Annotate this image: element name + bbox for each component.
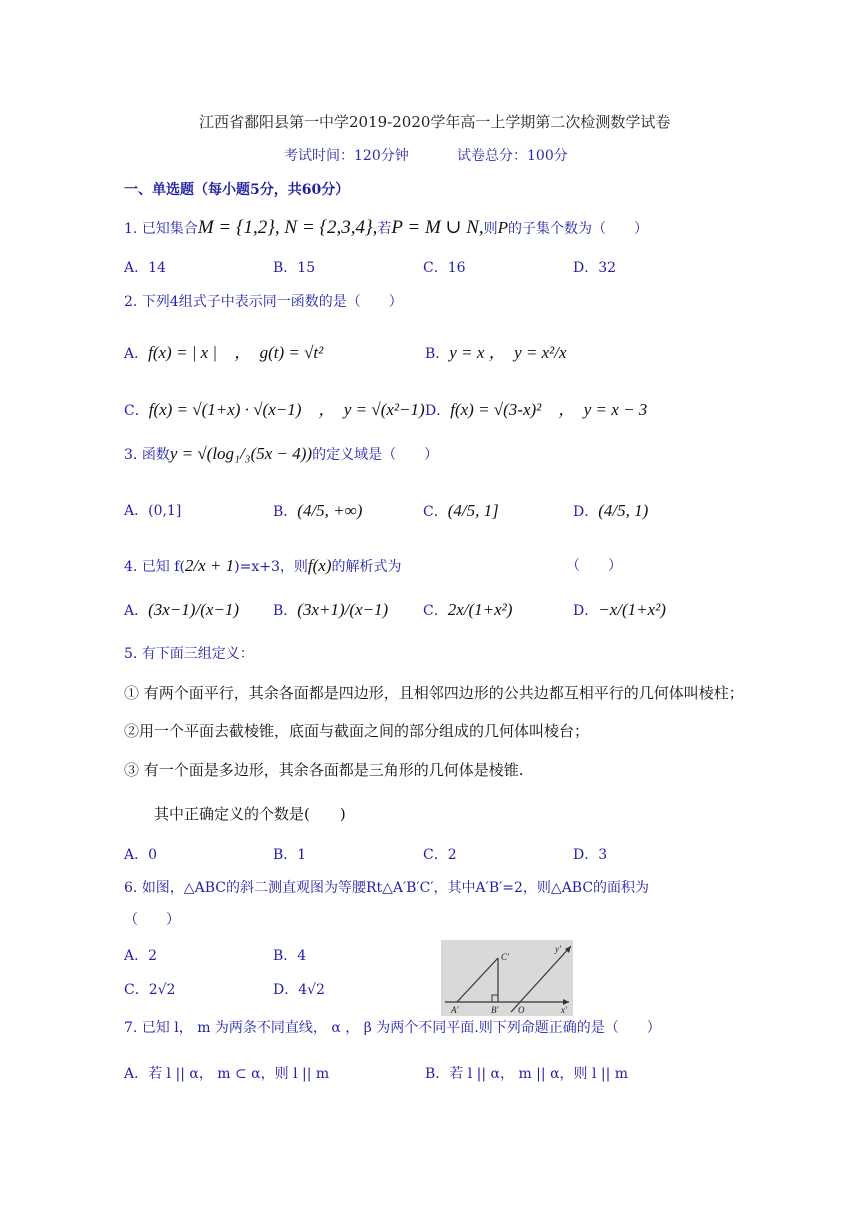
q6-option-b: B．4	[273, 948, 307, 964]
label-c: C′	[501, 952, 509, 962]
q7-number: 7.	[124, 1020, 138, 1036]
q1-stem-c: 则	[483, 221, 498, 237]
q1-option-c: C．16	[423, 260, 466, 276]
q4-stem-a: 已知 f(	[141, 559, 185, 575]
q1-number: 1.	[124, 221, 138, 237]
q4-number: 4.	[124, 559, 138, 575]
q4-stem-c: 的解析式为	[331, 559, 402, 575]
q3-stem-b: 的定义域是（ ）	[312, 447, 439, 463]
q5-option-d: D．3	[573, 847, 608, 863]
q2-option-d-math: f(x) = √(3-x)² ， y = x − 3	[450, 400, 648, 419]
question-4	[124, 556, 401, 577]
q4-stem-b: )=x+3，则	[234, 559, 308, 575]
q4-option-b-math: (3x+1)/(x−1)	[297, 600, 389, 619]
question-7	[124, 1018, 661, 1038]
question-1	[124, 218, 648, 239]
q2-option-b-label: B．	[425, 346, 450, 362]
q6-stem: 如图，△ABC的斜二测直观图为等腰Rt△A′B′C′，其中A′B′=2，则△ABC的面积为	[141, 880, 650, 896]
q5-stem: 有下面三组定义：	[141, 646, 254, 662]
q1-option-d: D．32	[573, 260, 617, 276]
q2-option-a-label: A．	[124, 346, 149, 362]
q6-option-d: D．4√2	[273, 982, 325, 998]
q4-option-d-math: −x/(1+x²)	[598, 600, 666, 619]
q3-option-b	[273, 501, 362, 522]
q4-option-a-math: (3x−1)/(x−1)	[148, 600, 240, 619]
q2-option-c-math: f(x) = √(1+x) · √(x−1) ， y = √(x²−1)	[148, 400, 425, 419]
q6-paren: （ ）	[124, 912, 180, 928]
q4-paren: （ ）	[566, 558, 622, 574]
q3-option-d	[573, 501, 648, 522]
section-heading: 一、单选题（每小题5分，共60分）	[124, 182, 350, 198]
q3-option-c-math: (4/5, 1]	[447, 501, 499, 520]
q5-ask: 其中正确定义的个数是( )	[154, 805, 346, 823]
q2-option-d-label: D．	[425, 403, 451, 419]
q2-option-a-math: f(x) = | x | ， g(t) = √t²	[148, 343, 324, 362]
q1-stem-b: 若	[377, 221, 392, 237]
q2-option-c-label: C．	[124, 403, 149, 419]
q3-option-c-label: C．	[423, 504, 448, 520]
q2-option-d	[425, 400, 647, 421]
label-y: y′	[555, 944, 561, 954]
q4-math: 2/x + 1	[184, 556, 235, 575]
q7-option-b: B．若 l || α， m || α，则 l || m	[425, 1066, 629, 1082]
q2-number: 2.	[124, 294, 138, 310]
q1-math-b: P = M ∪ N,	[391, 217, 484, 238]
q1-option-b: B．15	[273, 260, 316, 276]
question-6	[124, 878, 649, 898]
q1-stem-d: 的子集个数为（ ）	[508, 221, 649, 237]
q4-option-c-label: C．	[423, 603, 448, 619]
q5-definition-1: ① 有两个面平行，其余各面都是四边形，且相邻四边形的公共边都互相平行的几何体叫棱柱；	[124, 684, 744, 702]
q7-stem: 已知 l， m 为两条不同直线， α ， β 为两个不同平面.则下列命题正确的是（ ）	[141, 1020, 661, 1036]
q2-option-b	[425, 343, 567, 364]
q6-figure	[441, 940, 573, 1016]
q2-option-c	[124, 400, 425, 421]
q3-option-d-label: D．	[573, 504, 599, 520]
q5-option-a: A．0	[124, 847, 158, 863]
q4-option-d-label: D．	[573, 603, 599, 619]
q3-option-b-math: (4/5, +∞)	[297, 501, 363, 520]
q3-option-c	[423, 501, 499, 522]
label-x: x′	[561, 1005, 567, 1015]
question-3	[124, 444, 438, 465]
q5-definition-2: ②用一个平面去截棱锥，底面与截面之间的部分组成的几何体叫棱台；	[124, 722, 590, 740]
q2-option-a	[124, 343, 323, 364]
q4-option-d	[573, 600, 666, 621]
question-5	[124, 644, 254, 664]
q2-option-b-math: y = x ， y = x²/x	[449, 343, 567, 362]
q3-option-b-label: B．	[273, 504, 298, 520]
exam-time: 考试时间：120分钟	[284, 148, 409, 164]
q1-math-c: P	[497, 218, 509, 237]
q4-option-c	[423, 600, 512, 621]
q4-option-a-label: A．	[124, 603, 149, 619]
q4-option-c-math: 2x/(1+x²)	[447, 600, 513, 619]
exam-total: 试卷总分：100分	[457, 148, 568, 164]
q5-option-c: C．2	[423, 847, 457, 863]
q7-option-a: A．若 l || α， m ⊂ α，则 l || m	[124, 1066, 330, 1082]
label-o: O	[518, 1005, 525, 1015]
label-b: B′	[491, 1005, 499, 1015]
q6-option-a: A．2	[124, 948, 158, 964]
q3-math: y = √(log₁/₃(5x − 4))	[169, 444, 313, 463]
q4-option-b	[273, 600, 388, 621]
q4-option-b-label: B．	[273, 603, 298, 619]
q1-stem-a: 已知集合	[141, 221, 198, 237]
q6-number: 6.	[124, 880, 138, 896]
q6-option-c: C．2√2	[124, 982, 176, 998]
exam-title: 江西省鄱阳县第一中学2019-2020学年高一上学期第二次检测数学试卷	[199, 113, 671, 131]
q3-stem-a: 函数	[141, 447, 170, 463]
q3-number: 3.	[124, 447, 138, 463]
q1-option-a: A．14	[124, 260, 166, 276]
q5-option-b: B．1	[273, 847, 307, 863]
q3-option-d-math: (4/5, 1)	[598, 501, 649, 520]
q2-stem: 下列4组式子中表示同一函数的是（ ）	[141, 294, 403, 310]
q3-option-a: A．(0,1]	[124, 503, 182, 519]
question-2	[124, 292, 403, 312]
label-a: A′	[451, 1005, 459, 1015]
q5-definition-3: ③ 有一个面是多边形，其余各面都是三角形的几何体是棱锥.	[124, 761, 524, 779]
q4-math-b: f(x)	[307, 556, 332, 575]
q1-math-a: M = {1,2}, N = {2,3,4},	[197, 217, 378, 238]
q5-number: 5.	[124, 646, 138, 662]
q4-option-a	[124, 600, 239, 621]
